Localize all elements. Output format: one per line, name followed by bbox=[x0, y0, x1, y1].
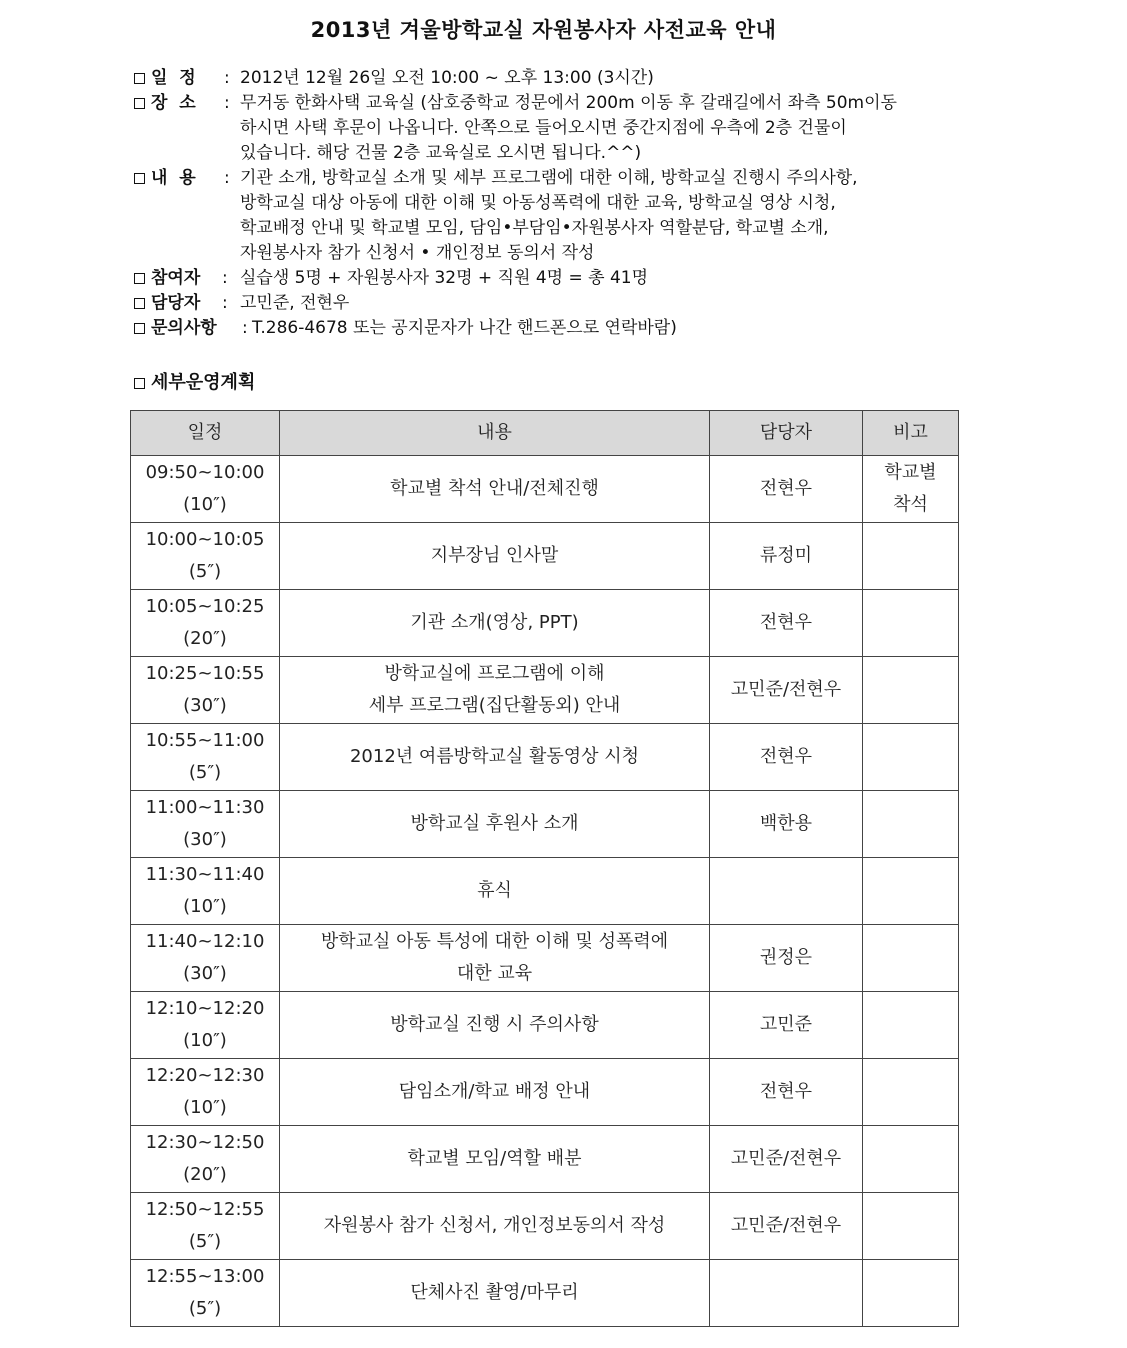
colon-separator: : bbox=[242, 318, 248, 338]
cell-note bbox=[863, 791, 959, 858]
table-row bbox=[131, 590, 959, 657]
info-text: 2012년 12월 26일 오전 10:00 ~ 오후 13:00 (3시간) bbox=[240, 68, 654, 88]
info-text: 무거동 한화사택 교육실 (삼호중학교 정문에서 200m 이동 후 갈래길에서 좌측 50m이동 하시면 사택 후문이 나옵니다. 안쪽으로 들어오시면 중간지점에 우측에 2층 건물이 있습니다. 해당 건물 2층 교육실로 오시면 됩니다.^^) bbox=[240, 93, 897, 163]
cell-note bbox=[863, 724, 959, 791]
document-title: 2013년 겨울방학교실 자원봉사자 사전교육 안내 bbox=[310, 18, 777, 42]
cell-content: 지부장님 인사말 bbox=[280, 523, 710, 590]
duration: (5″) bbox=[188, 561, 222, 582]
cell-time bbox=[131, 1126, 280, 1193]
cell-person bbox=[710, 858, 863, 925]
duration: (10″) bbox=[183, 1030, 227, 1051]
checkbox-square-icon bbox=[134, 98, 145, 109]
colon-separator: : bbox=[224, 93, 230, 113]
time-range: 10:00~10:05 bbox=[145, 529, 265, 550]
info-label: 장 소 bbox=[134, 91, 196, 116]
cell-note bbox=[863, 925, 959, 992]
cell-time bbox=[131, 992, 280, 1059]
info-row-schedule bbox=[134, 66, 1094, 91]
table-row bbox=[131, 858, 959, 925]
cell-time bbox=[131, 858, 280, 925]
time-range: 11:30~11:40 bbox=[145, 864, 265, 885]
info-row-inquiry bbox=[134, 316, 1094, 341]
cell-note bbox=[863, 1059, 959, 1126]
cell-time bbox=[131, 1193, 280, 1260]
cell-content: 단체사진 촬영/마무리 bbox=[280, 1260, 710, 1327]
duration: (20″) bbox=[183, 628, 227, 649]
duration: (30″) bbox=[183, 829, 227, 850]
cell-content: 기관 소개(영상, PPT) bbox=[280, 590, 710, 657]
cell-note bbox=[863, 657, 959, 724]
time-range: 12:10~12:20 bbox=[145, 998, 265, 1019]
colon-separator: : bbox=[224, 68, 230, 88]
cell-person: 전현우 bbox=[710, 590, 863, 657]
info-row-manager bbox=[134, 291, 1094, 316]
cell-person: 전현우 bbox=[710, 1059, 863, 1126]
duration: (20″) bbox=[183, 1164, 227, 1185]
table-row bbox=[131, 925, 959, 992]
time-range: 10:25~10:55 bbox=[145, 663, 265, 684]
cell-time bbox=[131, 456, 280, 523]
cell-person: 전현우 bbox=[710, 724, 863, 791]
cell-time bbox=[131, 724, 280, 791]
header-time: 일정 bbox=[131, 411, 280, 456]
duration: (10″) bbox=[183, 1097, 227, 1118]
info-text: 실습생 5명 + 자원봉사자 32명 + 직원 4명 = 총 41명 bbox=[240, 268, 648, 288]
cell-content: 자원봉사 참가 신청서, 개인정보동의서 작성 bbox=[280, 1193, 710, 1260]
cell-person: 고민준/전현우 bbox=[710, 1126, 863, 1193]
cell-person: 류정미 bbox=[710, 523, 863, 590]
table-row bbox=[131, 791, 959, 858]
header-content: 내용 bbox=[280, 411, 710, 456]
cell-content: 방학교실 아동 특성에 대한 이해 및 성폭력에 대한 교육 bbox=[280, 925, 710, 992]
info-row-participants bbox=[134, 266, 1094, 291]
time-range: 09:50~10:00 bbox=[145, 462, 265, 483]
time-range: 11:00~11:30 bbox=[145, 797, 265, 818]
colon-separator: : bbox=[222, 268, 228, 288]
cell-person: 권정은 bbox=[710, 925, 863, 992]
cell-person: 고민준 bbox=[710, 992, 863, 1059]
cell-time bbox=[131, 925, 280, 992]
cell-note: 학교별 착석 bbox=[863, 456, 959, 523]
cell-note bbox=[863, 858, 959, 925]
info-label: 담당자 bbox=[134, 291, 200, 316]
time-range: 10:55~11:00 bbox=[145, 730, 265, 751]
cell-content: 방학교실 진행 시 주의사항 bbox=[280, 992, 710, 1059]
info-label: 내 용 bbox=[134, 166, 196, 191]
cell-person: 전현우 bbox=[710, 456, 863, 523]
cell-note bbox=[863, 1193, 959, 1260]
time-range: 12:20~12:30 bbox=[145, 1065, 265, 1086]
cell-time bbox=[131, 1260, 280, 1327]
duration: (5″) bbox=[188, 1231, 222, 1252]
duration: (30″) bbox=[183, 695, 227, 716]
table-row bbox=[131, 724, 959, 791]
cell-time bbox=[131, 523, 280, 590]
table-row bbox=[131, 1059, 959, 1126]
duration: (10″) bbox=[183, 494, 227, 515]
cell-content: 2012년 여름방학교실 활동영상 시청 bbox=[280, 724, 710, 791]
colon-separator: : bbox=[222, 293, 228, 313]
table-row bbox=[131, 1126, 959, 1193]
checkbox-square-icon bbox=[134, 173, 145, 184]
cell-note bbox=[863, 992, 959, 1059]
time-range: 12:55~13:00 bbox=[145, 1266, 265, 1287]
cell-note bbox=[863, 590, 959, 657]
cell-content: 담임소개/학교 배정 안내 bbox=[280, 1059, 710, 1126]
colon-separator: : bbox=[224, 168, 230, 188]
checkbox-square-icon bbox=[134, 323, 145, 334]
info-text: 기관 소개, 방학교실 소개 및 세부 프로그램에 대한 이해, 방학교실 진행시 주의사항, 방학교실 대상 아동에 대한 이해 및 아동성폭력에 대한 교육, 방학교실 영상 시청, 학교배정 안내 및 학교별 모임, 담임•부담임•자원봉사자 역할분담, 학교별 소개, 자원봉사자 참가 신청서 • 개인정보 동의서 작성 bbox=[240, 168, 858, 263]
info-label: 문의사항 bbox=[134, 316, 217, 341]
cell-time bbox=[131, 791, 280, 858]
time-range: 11:40~12:10 bbox=[145, 931, 265, 952]
header-note: 비고 bbox=[863, 411, 959, 456]
checkbox-square-icon bbox=[134, 378, 145, 389]
duration: (10″) bbox=[183, 896, 227, 917]
cell-note bbox=[863, 523, 959, 590]
info-text: 고민준, 전현우 bbox=[240, 293, 350, 313]
time-range: 12:30~12:50 bbox=[145, 1132, 265, 1153]
cell-person: 백한용 bbox=[710, 791, 863, 858]
table-row bbox=[131, 1193, 959, 1260]
info-row-place bbox=[134, 91, 1094, 166]
info-label: 참여자 bbox=[134, 266, 200, 291]
checkbox-square-icon bbox=[134, 298, 145, 309]
time-range: 10:05~10:25 bbox=[145, 596, 265, 617]
cell-time bbox=[131, 657, 280, 724]
time-range: 12:50~12:55 bbox=[145, 1199, 265, 1220]
cell-person: 고민준/전현우 bbox=[710, 1193, 863, 1260]
schedule-table bbox=[130, 410, 959, 1327]
cell-note bbox=[863, 1260, 959, 1327]
table-row bbox=[131, 456, 959, 523]
table-row bbox=[131, 657, 959, 724]
info-text: T.286-4678 또는 공지문자가 나간 핸드폰으로 연락바람) bbox=[252, 318, 677, 338]
cell-content: 휴식 bbox=[280, 858, 710, 925]
duration: (30″) bbox=[183, 963, 227, 984]
checkbox-square-icon bbox=[134, 73, 145, 84]
table-row bbox=[131, 992, 959, 1059]
section-heading: 세부운영계획 bbox=[134, 368, 255, 394]
cell-content: 방학교실에 프로그램에 이해 세부 프로그램(집단활동외) 안내 bbox=[280, 657, 710, 724]
duration: (5″) bbox=[188, 762, 222, 783]
checkbox-square-icon bbox=[134, 273, 145, 284]
info-section bbox=[134, 66, 1094, 341]
cell-content: 방학교실 후원사 소개 bbox=[280, 791, 710, 858]
cell-person: 고민준/전현우 bbox=[710, 657, 863, 724]
cell-person bbox=[710, 1260, 863, 1327]
info-label: 일 정 bbox=[134, 66, 196, 91]
cell-time bbox=[131, 1059, 280, 1126]
table-row bbox=[131, 1260, 959, 1327]
cell-content: 학교별 착석 안내/전체진행 bbox=[280, 456, 710, 523]
table-header-row bbox=[131, 411, 959, 456]
cell-content: 학교별 모임/역할 배분 bbox=[280, 1126, 710, 1193]
duration: (5″) bbox=[188, 1298, 222, 1319]
cell-time bbox=[131, 590, 280, 657]
table-row bbox=[131, 523, 959, 590]
header-person: 담당자 bbox=[710, 411, 863, 456]
cell-note bbox=[863, 1126, 959, 1193]
info-row-content bbox=[134, 166, 1094, 266]
